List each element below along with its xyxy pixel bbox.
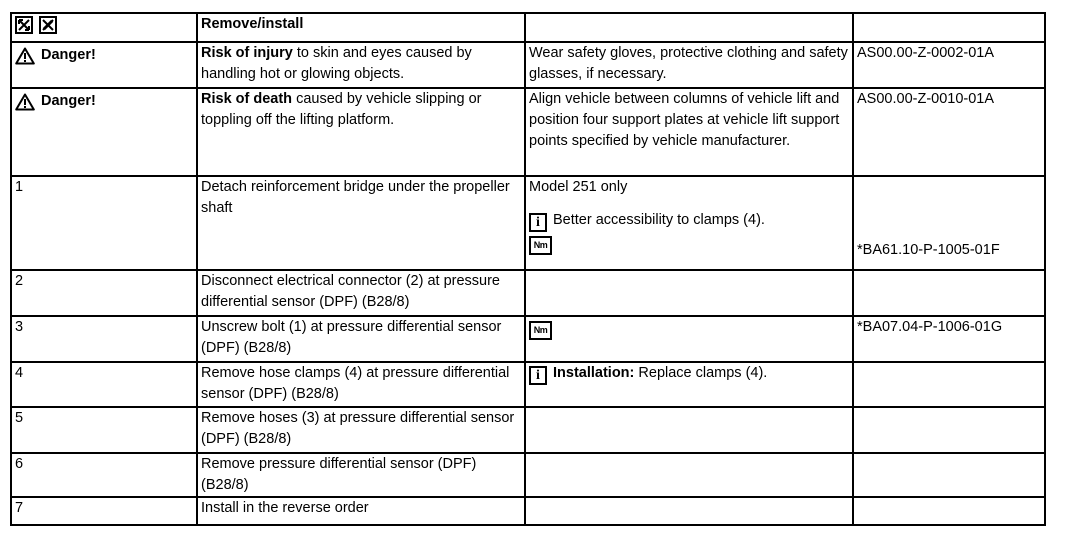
step-row: [11, 497, 1045, 525]
model-note: Model 251 only: [529, 179, 628, 195]
step-number: 5: [11, 407, 197, 453]
lift-install-icon: [39, 16, 57, 34]
danger-label-cell: [11, 88, 197, 176]
info-lead: Installation:: [553, 365, 635, 381]
step-note: [525, 316, 853, 362]
step-ref-cell: [853, 362, 1045, 407]
step-ref-cell: [853, 270, 1045, 316]
header-empty-4: [853, 13, 1045, 42]
danger-row: [11, 88, 1045, 176]
danger-row: [11, 42, 1045, 88]
danger-lead: Risk of injury: [201, 45, 293, 61]
header-title: Remove/install: [197, 13, 525, 42]
step-ref-cell: [853, 453, 1045, 497]
step-note: [525, 497, 853, 525]
step-note: [525, 453, 853, 497]
step-number: 1: [11, 176, 197, 270]
warning-triangle-icon: [15, 47, 35, 65]
step-text: Remove pressure differential sensor (DPF) (B28/8): [197, 453, 525, 497]
step-text: Remove hose clamps (4) at pressure differential sensor (DPF) (B28/8): [197, 362, 525, 407]
procedure-table: [10, 12, 1046, 526]
step-ref: *BA07.04-P-1006-01G: [853, 316, 1045, 362]
danger-label-cell: [11, 42, 197, 88]
danger-description: [197, 88, 525, 176]
header-icons-cell: [11, 13, 197, 42]
step-ref-cell: [853, 407, 1045, 453]
step-text: Detach reinforcement bridge under the propeller shaft: [197, 176, 525, 270]
step-number: 4: [11, 362, 197, 407]
step-row: [11, 270, 1045, 316]
danger-description: [197, 42, 525, 88]
info-text: Replace clamps (4).: [634, 365, 768, 381]
step-ref-cell: [853, 176, 1045, 270]
step-text: Install in the reverse order: [197, 497, 525, 525]
danger-label: Danger!: [41, 93, 96, 109]
danger-ref: AS00.00-Z-0002-01A: [853, 42, 1045, 88]
danger-rest: caused by vehicle slipping or toppling off the lifting platform.: [201, 91, 482, 128]
step-text: Remove hoses (3) at pressure differential sensor (DPF) (B28/8): [197, 407, 525, 453]
step-text: Disconnect electrical connector (2) at pressure differential sensor (DPF) (B28/8): [197, 270, 525, 316]
danger-lead: Risk of death: [201, 91, 293, 107]
danger-label: Danger!: [41, 47, 96, 63]
torque-nm-icon: Nm: [529, 321, 552, 340]
danger-rest: to skin and eyes caused by handling hot or glowing objects.: [201, 45, 472, 82]
step-number: 3: [11, 316, 197, 362]
torque-nm-icon: Nm: [529, 236, 552, 255]
header-empty-3: [525, 13, 853, 42]
step-row: [11, 362, 1045, 407]
step-row: [11, 453, 1045, 497]
step-row: [11, 316, 1045, 362]
step-note: [525, 176, 853, 270]
step-ref: *BA61.10-P-1005-01F: [857, 242, 1000, 258]
step-note: [525, 407, 853, 453]
step-number: 2: [11, 270, 197, 316]
step-row: [11, 407, 1045, 453]
step-note: [525, 270, 853, 316]
danger-note: Wear safety gloves, protective clothing and safety glasses, if necessary.: [525, 42, 853, 88]
step-row: [11, 176, 1045, 270]
step-text: Unscrew bolt (1) at pressure differential sensor (DPF) (B28/8): [197, 316, 525, 362]
danger-note: Align vehicle between columns of vehicle lift and position four support plates at vehicle lift support points specified by vehicle manufacturer.: [525, 88, 853, 176]
step-number: 6: [11, 453, 197, 497]
info-text: Better accessibility to clamps (4).: [553, 212, 765, 228]
danger-ref: AS00.00-Z-0010-01A: [853, 88, 1045, 176]
step-ref-cell: [853, 497, 1045, 525]
step-note: [525, 362, 853, 407]
lift-remove-icon: [15, 16, 33, 34]
step-number: 7: [11, 497, 197, 525]
info-icon: i: [529, 213, 547, 232]
warning-triangle-icon: [15, 93, 35, 111]
header-row: [11, 13, 1045, 42]
info-icon: i: [529, 366, 547, 385]
